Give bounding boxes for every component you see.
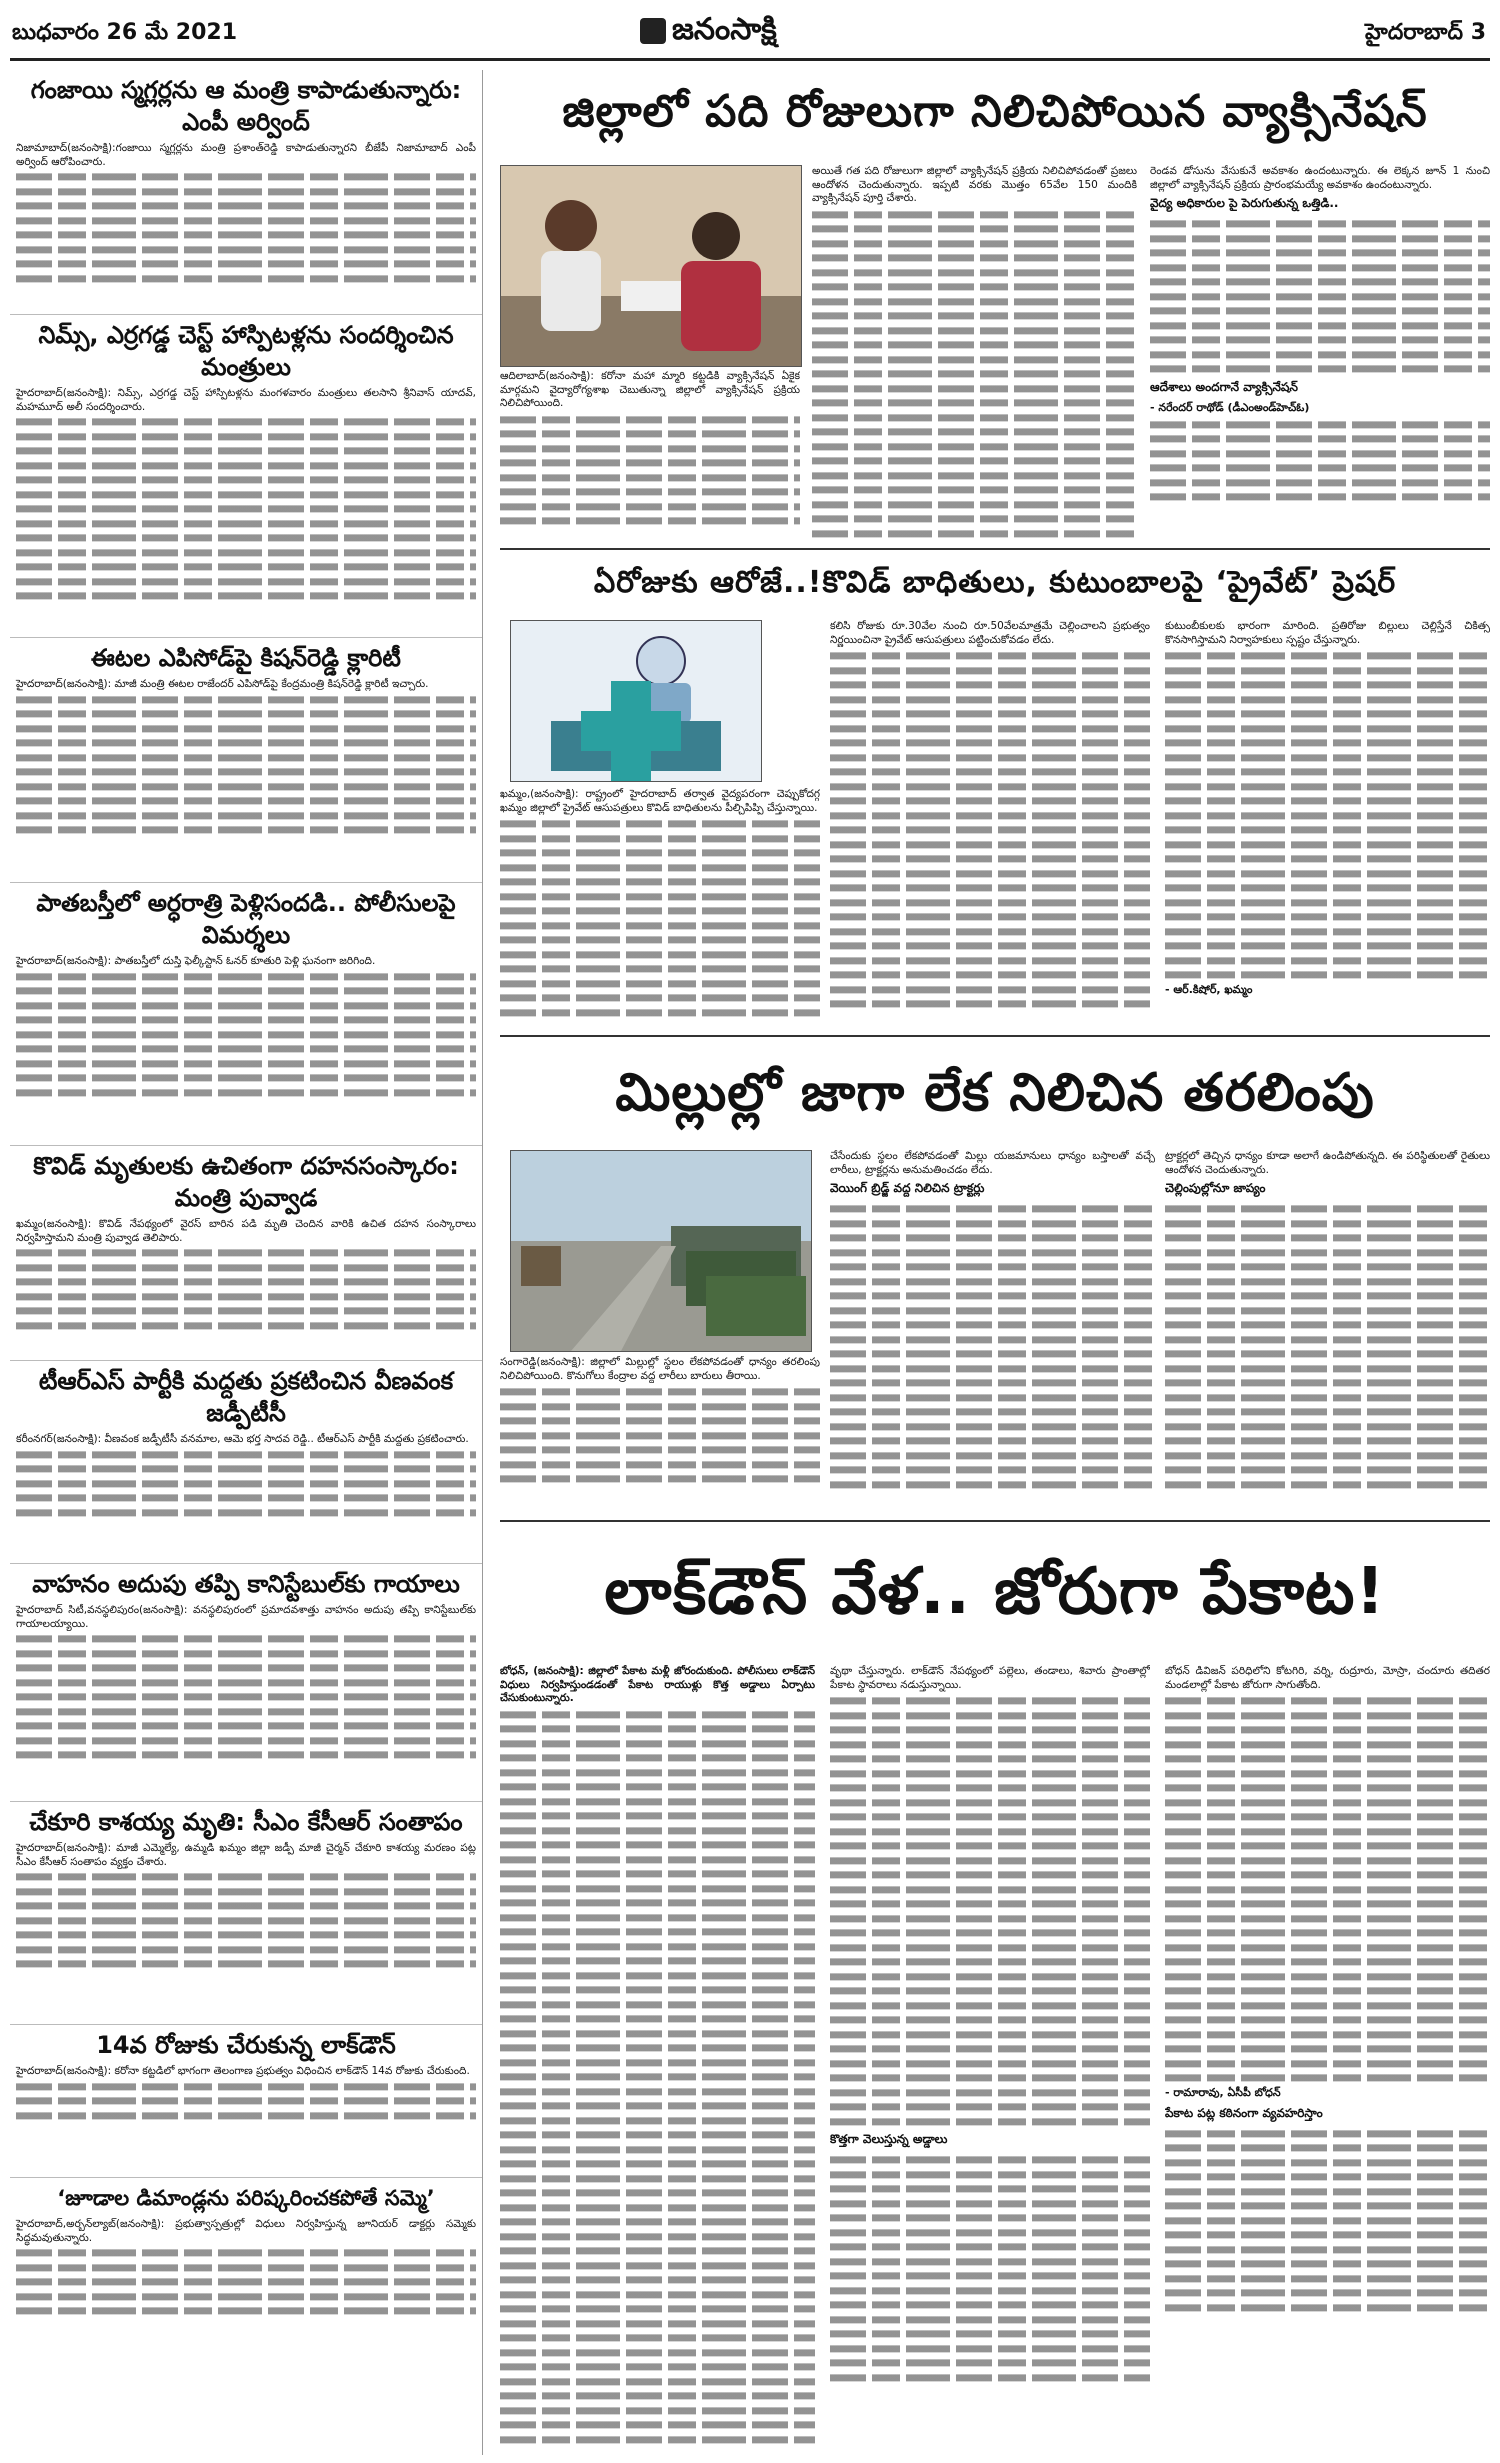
- edition-city: హైదరాబాద్ 3: [1365, 20, 1486, 45]
- poker-col-a: బోధన్‌, (జనంసాక్షి): జిల్లాలో పేకాట మళ్లీ జోరందుకుంది. పోలీసులు లాక్‌డౌన్‌ విధులు నిర్వహిస్తుండడంతో పేకాట రాయుళ్లు కొత్త అడ్డాలు ఏర్పాటు చేసుకుంటున్నారు.: [500, 1665, 815, 2450]
- vaccine-subhead: వైద్య అధికారుల పై పెరుగుతున్న ఒత్తిడి..: [1150, 196, 1339, 210]
- left-news-column: [10, 70, 483, 2455]
- poker-signoff: - రామారావు, ఏసీపీ బోధన్‌: [1165, 2085, 1281, 2099]
- story-text: హైదరాబాద్‌(జనంసాక్షి): మాజీ ఎమ్మెల్యే, ఉమ్మడి ఖమ్మం జిల్లా జడ్పీ మాజీ చైర్మన్‌ చేకూరి కాశయ్య మరణం పట్ల సీఎం కేసీఆర్‌ సంతాపం వ్యక్తం చేశారు.: [16, 1842, 476, 1868]
- story-headline: నిమ్స్‌, ఎర్రగడ్డ చెస్ట్‌ హాస్పిటళ్లను సందర్శించిన మంత్రులు: [38, 321, 454, 381]
- poker-col-c: బోధన్‌ డివిజన్‌ పరిధిలోని కోటగిరి, వర్ని, రుద్రూరు, మోస్రా, చందూరు తదితర మండలాల్లో పేకాట జోరుగా సాగుతోంది. - రామారావు, ఏసీపీ బోధన్‌ పేకాట పట్ల కఠినంగా వ్యవహరిస్తాం: [1165, 1665, 1490, 2450]
- story-headline: పాతబస్తీలో అర్ధరాత్రి పెళ్లిసందడి.. పోలీసులపై విమర్శలు: [36, 889, 456, 949]
- divider: [500, 548, 1490, 550]
- vaccination-scene-icon: [501, 166, 801, 366]
- story-text: హైదరాబాద్‌ సిటీ,వనస్థలిపురం(జనంసాక్షి): వనస్థలిపురంలో ప్రమాదవశాత్తు వాహనం అదుపు తప్పి కానిస్టేబుల్‌కు గాయాలయ్యాయి.: [16, 1604, 476, 1630]
- story-headline: టీఆర్‌ఎస్‌ పార్టీకి మద్దతు ప్రకటించిన వీణవంక జడ్పీటీసీ: [38, 1367, 454, 1427]
- page-number: 3: [1470, 20, 1486, 45]
- mill-headline: మిల్లుల్లో జాగా లేక నిలిచిన తరలింపు: [615, 1063, 1375, 1123]
- mill-col-b: ట్రాక్టర్లలో తెచ్చిన ధాన్యం కూడా అలాగే ఉండిపోతున్నది. ఈ పరిస్థితులతో రైతులు ఆందోళన చెందుతున్నారు. చెల్లింపుల్లోనూ జాప్యం: [1165, 1150, 1490, 1510]
- story-text: ఖమ్మం(జనంసాక్షి): కొవిడ్‌ నేపథ్యంలో వైరస్‌ బారిన పడి మృతి చెందిన వారికి ఉచిత దహన సంస్కారాలు నిర్వహిస్తామని మంత్రి పువ్వాడ తెలిపారు.: [16, 1218, 476, 1244]
- story-oldcity: [10, 883, 482, 1146]
- vaccine-signoff: - నరేందర్‌ రాథోడ్‌ (డీఎంఅండ్‌హెచ్‌ఓ): [1150, 400, 1310, 414]
- story-headline: గంజాయి స్మగ్లర్లను ఆ మంత్రి కాపాడుతున్నారు: ఎంపీ అర్వింద్: [30, 76, 462, 136]
- story-etela: [10, 638, 482, 883]
- masthead-logo-icon: [640, 18, 666, 44]
- story-arvind: [10, 70, 482, 315]
- poker-subhead: కొత్తగా వెలుస్తున్న అడ్డాలు: [830, 2132, 948, 2146]
- story-headline: ‘జూడాల డిమాండ్లను పరిష్కరించకపోతే సమ్మె’: [57, 2186, 435, 2210]
- story-nims: [10, 315, 482, 638]
- issue-date: బుధవారం 26 మే 2021: [12, 20, 237, 45]
- story-text: నిజామాబాద్‌(జనంసాక్షి):గంజాయి స్మగ్లర్లను మంత్రి ప్రశాంత్‌రెడ్డి కాపాడుతున్నారని బీజేపీ నిజామాబాద్‌ ఎంపీ అర్వింద్‌ ఆరోపించారు.: [16, 142, 476, 168]
- private-headline: ఏరోజుకు ఆరోజే..!కొవిడ్‌ బాధితులు, కుటుంబాలపై ‘ప్రైవేట్‌’ ప్రెషర్‌: [593, 565, 1397, 600]
- story-headline: కొవిడ్‌ మృతులకు ఉచితంగా దహనసంస్కారం: మంత్రి పువ్వాడ: [33, 1152, 459, 1212]
- vaccine-photo: [500, 165, 802, 367]
- vaccine-subhead-2: ఆదేశాలు అందగానే వ్యాక్సినేషన్‌: [1150, 379, 1298, 394]
- mill-col-a: చేసేందుకు స్థలం లేకపోవడంతో మిల్లు యజమానులు ధాన్యం బస్తాలతో వచ్చే లారీలు, ట్రాక్టర్లను అనుమతించడం లేదు. వెయింగ్‌ బ్రిడ్జ్‌ వద్ద నిలిచిన ట్రాక్టర్లు: [830, 1150, 1155, 1510]
- story-headline: 14వ రోజుకు చేరుకున్న లాక్‌డౌన్‌: [96, 2031, 396, 2059]
- story-text: హైదరాబాద్‌(జనంసాక్షి): కరోనా కట్టడిలో భాగంగా తెలంగాణ ప్రభుత్వం విధించిన లాక్‌డౌన్‌ 14వ రోజుకు చేరుకుంది.: [16, 2065, 470, 2077]
- private-col-a: కలిసి రోజుకు రూ.30వేల నుంచి రూ.50వేలమాత్రమే చెల్లించాలని ప్రభుత్వం నిర్ణయించినా ప్రైవేట్‌ ఆసుపత్రులు పట్టించుకోవడం లేదు.: [830, 620, 1150, 1030]
- vaccine-headline: జిల్లాలో పది రోజులుగా నిలిచిపోయిన వ్యాక్సినేషన్‌: [562, 86, 1428, 137]
- story-cremation: [10, 1146, 482, 1361]
- poker-subhead-2: పేకాట పట్ల కఠినంగా వ్యవహరిస్తాం: [1165, 2105, 1323, 2120]
- story-text: హైదరాబాద్‌(జనంసాక్షి): నిమ్స్‌, ఎర్రగడ్డ చెస్ట్‌ హాస్పిటళ్లను మంగళవారం మంత్రులు తలసాని శ్రీనివాస్‌ యాదవ్‌, మహమూద్‌ అలీ సందర్శించారు.: [16, 387, 476, 413]
- hospital-cross-icon: [511, 621, 761, 781]
- divider: [500, 1035, 1490, 1037]
- story-text: హైదరాబాద్‌(జనంసాక్షి): పాతబస్తీలో దుస్తి ఫెల్కీస్టాన్‌ ఓనర్‌ కూతురి పెళ్లి ఘనంగా జరిగింది.: [16, 955, 376, 967]
- mill-subhead: వెయింగ్‌ బ్రిడ్జ్‌ వద్ద నిలిచిన ట్రాక్టర్లు: [830, 1181, 985, 1195]
- story-text: హైదరాబాద్‌(జనంసాక్షి): మాజీ మంత్రి ఈటల రాజేందర్‌ ఎపిసోడ్‌పై కేంద్రమంత్రి కిషన్‌రెడ్డి క్లారిటీ ఇచ్చారు.: [16, 678, 429, 690]
- mill-subhead-2: చెల్లింపుల్లోనూ జాప్యం: [1165, 1181, 1266, 1195]
- private-caption: ఖమ్మం,(జనంసాక్షి): రాష్ట్రంలో హైదరాబాద్‌ తర్వాత వైద్యపరంగా చెప్పుకోదగ్గ ఖమ్మం జిల్లాలో ప్రైవేట్‌ ఆసుపత్రులు కొవిడ్‌ బాధితులను పీల్చిపిప్పి చేస్తున్నాయి.: [500, 788, 820, 1028]
- story-veenavanka: [10, 1361, 482, 1564]
- mill-photo: [510, 1150, 812, 1352]
- trucks-queue-icon: [511, 1151, 811, 1351]
- masthead: [640, 12, 777, 54]
- story-judas: [10, 2178, 482, 2375]
- vaccine-col-b: రెండవ డోసును వేసుకునే అవకాశం ఉందంటున్నారు. ఈ లెక్కన జూన్‌ 1 నుంచి జిల్లాలో వ్యాక్సినేషన్‌ ప్రక్రియ ప్రారంభమయ్యే అవకాశం ఉందంటున్నారు. వైద్య అధికారుల పై పెరుగుతున్న ఒత్తిడి.. ఆదేశాలు అందగానే వ్యాక్సినేషన్‌ - నరేందర్‌ రాథోడ్‌ (డీఎంఅండ్‌హెచ్‌ఓ): [1150, 165, 1490, 540]
- story-lockdown-14: [10, 2025, 482, 2178]
- masthead-title: జనంసాక్షి: [672, 12, 777, 47]
- private-col-b: కుటుంబీకులకు భారంగా మారింది. ప్రతిరోజు బిల్లులు చెల్లిస్తేనే చికిత్స కొనసాగిస్తామని నిర్వాహకులు స్పష్టం చేస్తున్నారు. - ఆర్‌.కిషోర్‌, ఖమ్మం: [1165, 620, 1490, 1030]
- private-cartoon: [510, 620, 762, 782]
- story-text: హైదరాబాద్‌,అర్బన్‌ల్యాబ్‌(జనంసాక్షి): ప్రభుత్వాస్పత్రుల్లో విధులు నిర్వహిస్తున్న జూనియర్‌ డాక్టర్లు సమ్మెకు సిద్ధమవుతున్నారు.: [16, 2218, 476, 2244]
- private-signoff: - ఆర్‌.కిషోర్‌, ఖమ్మం: [1165, 982, 1253, 996]
- story-headline: ఈటల ఎపిసోడ్‌పై కిషన్‌రెడ్డి క్లారిటీ: [91, 644, 401, 672]
- poker-headline: లాక్‌డౌన్‌ వేళ.. జోరుగా పేకాట!: [604, 1555, 1386, 1629]
- story-constable: [10, 1564, 482, 1802]
- story-chekuri: [10, 1802, 482, 2025]
- poker-col-b: వృథా చేస్తున్నారు. లాక్‌డౌన్‌ నేపథ్యంలో పల్లెలు, తండాలు, శివారు ప్రాంతాల్లో పేకాట స్థావరాలు నడుస్తున్నాయి. కొత్తగా వెలుస్తున్న అడ్డాలు: [830, 1665, 1150, 2450]
- mill-caption: సంగారెడ్డి(జనంసాక్షి): జిల్లాలో మిల్లుల్లో స్థలం లేకపోవడంతో ధాన్యం తరలింపు నిలిచిపోయింది. కొనుగోలు కేంద్రాల వద్ద లారీలు బారులు తీరాయి.: [500, 1356, 820, 1506]
- header-rule: [10, 58, 1490, 61]
- story-headline: చేకూరి కాశయ్య మృతి: సీఎం కేసీఆర్‌ సంతాపం: [29, 1808, 463, 1836]
- vaccine-caption: ఆదిలాబాద్‌(జనంసాక్షి): కరోనా మహా మ్మారి కట్టడికి వ్యాక్సినేషన్‌ ఏకైక మార్గమని వైద్యారోగ్యశాఖ చెబుతున్నా జిల్లాలో వ్యాక్సినేషన్‌ ప్రక్రియ నిలిచిపోయింది.: [500, 370, 800, 540]
- story-text: కరీంనగర్‌(జనంసాక్షి): వీణవంక జడ్పీటీసీ వనమాల, ఆమె భర్త సాదవ రెడ్డి.. టీఆర్‌ఎస్‌ పార్టీకి మద్దతు ప్రకటించారు.: [16, 1433, 469, 1445]
- vaccine-col-a: అయితే గత పది రోజులుగా జిల్లాలో వ్యాక్సినేషన్‌ ప్రక్రియ నిలిచిపోవడంతో ప్రజలు ఆందోళన చెందుతున్నారు. ఇప్పటి వరకు మొత్తం 65వేల 150 మందికి వ్యాక్సినేషన్‌ పూర్తి చేశారు.: [812, 165, 1137, 540]
- divider: [500, 1520, 1490, 1522]
- story-headline: వాహనం అదుపు తప్పి కానిస్టేబుల్‌కు గాయాలు: [32, 1570, 460, 1598]
